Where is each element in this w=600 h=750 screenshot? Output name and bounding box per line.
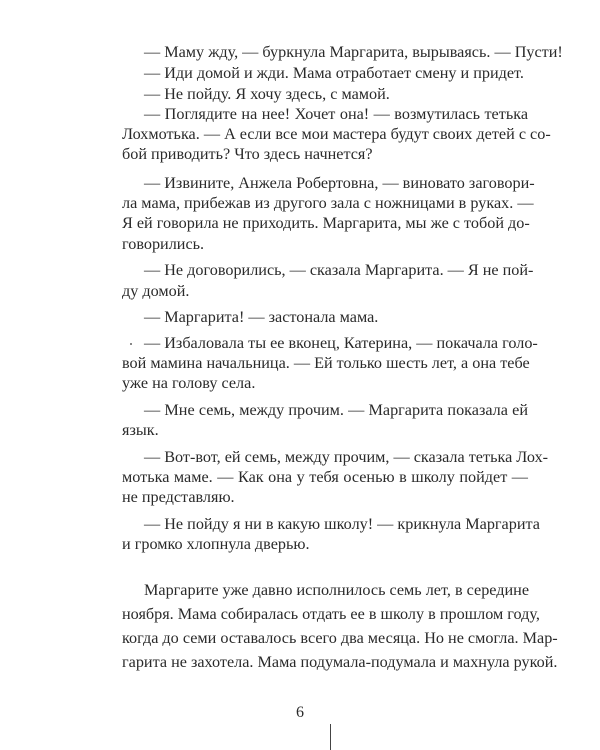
text-line: мотька маме. — Как она у тебя осенью в школу пойдет — — [122, 468, 528, 486]
text-line: когда до семи оставалось всего два месяца. Но не смогла. Мар- — [122, 629, 558, 647]
text-line: вой мамина начальница. — Ей только шесть лет, а она тебе — [122, 354, 530, 372]
text-line: Я ей говорила не приходить. Маргарита, мы же с тобой до- — [122, 214, 530, 232]
text-line: бой приводить? Что здесь начнется? — [122, 145, 373, 163]
page-number-rule — [330, 724, 331, 750]
page-number: 6 — [296, 704, 304, 721]
text-line: — Маму жду, — буркнула Маргарита, вырываясь. — Пусти! — [144, 43, 563, 61]
text-line: ла мама, прибежав из другого зала с ножницами в руках. — — [122, 194, 534, 212]
text-line: и громко хлопнула дверью. — [122, 535, 310, 553]
text-line: ду домой. — [122, 282, 190, 300]
text-line: язык. — [122, 421, 159, 439]
text-line: Лохмотька. — А если все мои мастера будут своих детей с со- — [122, 125, 551, 143]
text-line: — Вот-вот, ей семь, между прочим, — сказала тетька Лох- — [144, 448, 549, 466]
text-line: не представляю. — [122, 488, 235, 506]
text-line: — Избаловала ты ее вконец, Катерина, — покачала голо- — [144, 334, 538, 352]
margin-speck — [130, 343, 132, 345]
text-line: — Не пойду я ни в какую школу! — крикнула Маргарита — [144, 515, 540, 533]
text-line: Маргарите уже давно исполнилось семь лет, в середине — [144, 581, 530, 599]
text-line: — Маргарита! — застонала мама. — [144, 308, 379, 326]
text-line: — Мне семь, между прочим. — Маргарита показала ей — [144, 401, 528, 419]
text-line: — Иди домой и жди. Мама отработает смену и придет. — [144, 64, 524, 82]
text-line: гарита не захотела. Мама подумала-подумала и махнула рукой. — [122, 653, 558, 671]
text-line: — Поглядите на нее! Хочет она! — возмутилась тетька — [144, 105, 528, 123]
text-line: уже на голову села. — [122, 374, 256, 392]
text-line: — Не пойду. Я хочу здесь, с мамой. — [144, 85, 390, 103]
text-line: — Извините, Анжела Робертовна, — виновато заговори- — [144, 174, 535, 192]
text-line: говорились. — [122, 235, 205, 253]
text-line: — Не договорились, — сказала Маргарита. — Я не пой- — [144, 261, 534, 279]
text-line: ноября. Мама собиралась отдать ее в школу в прошлом году, — [122, 605, 540, 623]
